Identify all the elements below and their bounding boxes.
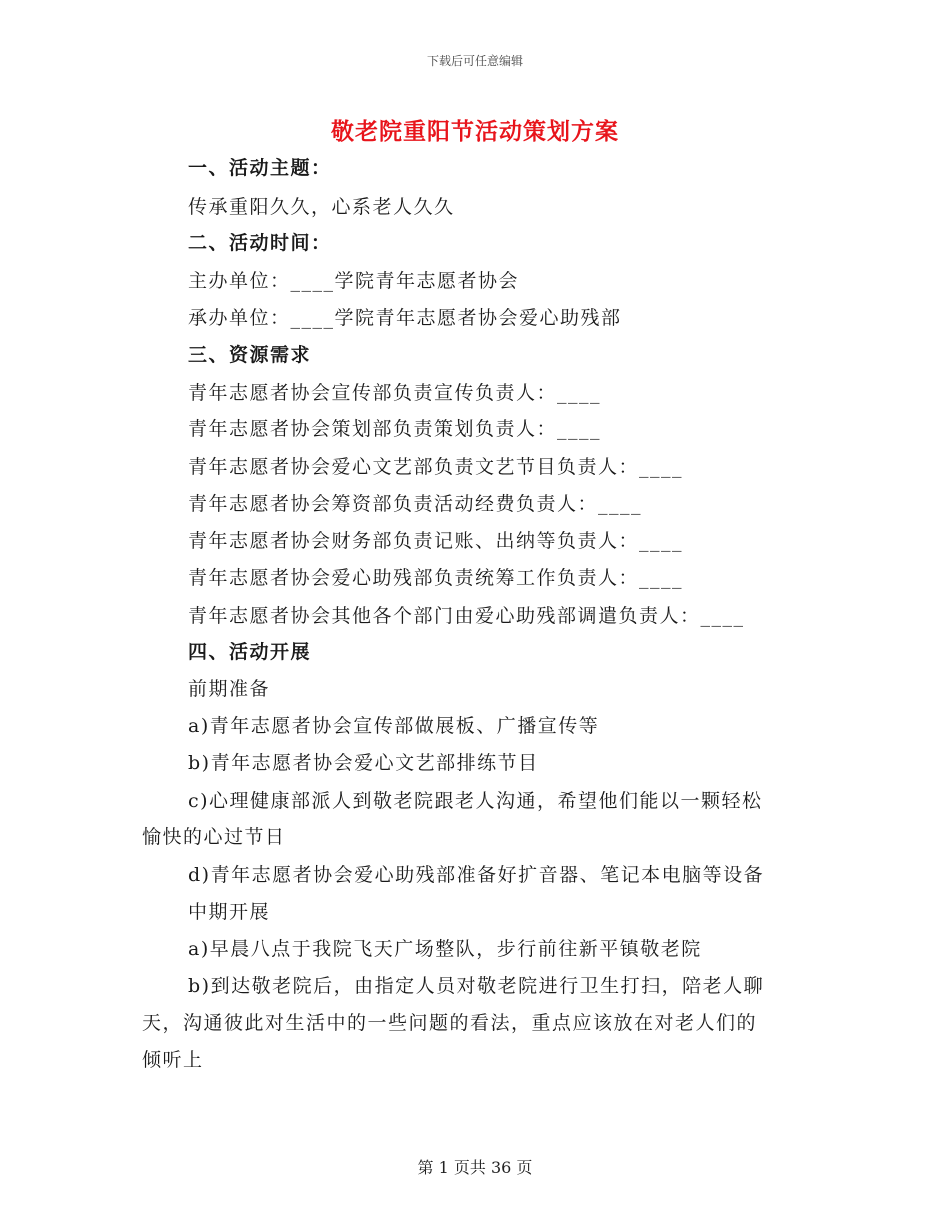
paragraph-line: 青年志愿者协会宣传部负责宣传负责人：____ xyxy=(188,382,602,404)
paragraph-line: d)青年志愿者协会爱心助残部准备好扩音器、笔记本电脑等设备 xyxy=(188,864,765,886)
paragraph-line: 天，沟通彼此对生活中的一些问题的看法，重点应该放在对老人们的 xyxy=(142,1012,758,1034)
paragraph-line: 青年志愿者协会其他各个部门由爱心助残部调遣负责人：____ xyxy=(188,605,745,627)
paragraph-line: c)心理健康部派人到敬老院跟老人沟通，希望他们能以一颗轻松 xyxy=(188,790,763,812)
header-note: 下载后可任意编辑 xyxy=(426,54,523,68)
paragraph-line: 承办单位：____学院青年志愿者协会爱心助残部 xyxy=(188,307,622,329)
paragraph-line: 愉快的心过节日 xyxy=(142,826,286,848)
section-heading: 一、活动主题： xyxy=(188,157,332,179)
paragraph-line: 青年志愿者协会筹资部负责活动经费负责人：____ xyxy=(188,493,643,515)
paragraph-line: b)到达敬老院后，由指定人员对敬老院进行卫生打扫，陪老人聊 xyxy=(188,975,765,997)
paragraph-line: 青年志愿者协会策划部负责策划负责人：____ xyxy=(188,418,602,440)
paragraph-line: a)青年志愿者协会宣传部做展板、广播宣传等 xyxy=(188,715,600,737)
paragraph-line: 主办单位：____学院青年志愿者协会 xyxy=(188,270,520,292)
paragraph-line: 青年志愿者协会财务部负责记账、出纳等负责人：____ xyxy=(188,530,684,552)
paragraph-line: 前期准备 xyxy=(188,678,271,700)
paragraph-line: 倾听上 xyxy=(142,1049,204,1071)
document-title: 敬老院重阳节活动策划方案 xyxy=(331,118,619,145)
section-heading: 三、资源需求 xyxy=(188,344,312,366)
paragraph-line: 青年志愿者协会爱心助残部负责统筹工作负责人：____ xyxy=(188,567,684,589)
paragraph-line: a)早晨八点于我院飞天广场整队，步行前往新平镇敬老院 xyxy=(188,938,702,960)
paragraph-line: 传承重阳久久，心系老人久久 xyxy=(188,196,455,218)
paragraph-line: 青年志愿者协会爱心文艺部负责文艺节目负责人：____ xyxy=(188,456,684,478)
paragraph-line: 中期开展 xyxy=(188,901,271,923)
section-heading: 四、活动开展 xyxy=(188,641,312,663)
page-number: 第 1 页共 36 页 xyxy=(417,1158,533,1177)
paragraph-line: b)青年志愿者协会爱心文艺部排练节目 xyxy=(188,752,539,774)
section-heading: 二、活动时间： xyxy=(188,232,332,254)
